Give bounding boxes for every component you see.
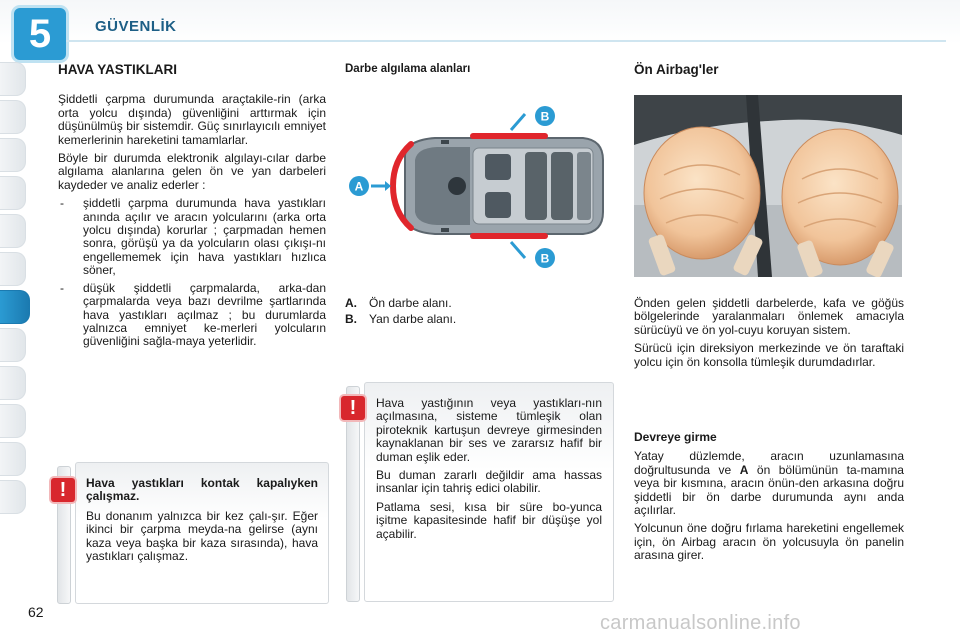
- list-dash: -: [60, 280, 64, 295]
- chapter-tab-7-active[interactable]: [0, 290, 30, 324]
- chapter-badge: 5: [14, 8, 66, 60]
- impact-zones-title: Darbe algılama alanları: [345, 63, 471, 75]
- label-b-bottom: B: [540, 251, 550, 266]
- activation-text-start: Yatay düzlemde, aracın uzunlamasına doğrultusunda ve: [634, 449, 904, 477]
- activation-text-end: ön bölümünün ta-mamına veya bir kısmına, aracın önün-den arkasına doğru şiddetli bir ön darbe durumunda aynı anda açılırlar.: [634, 462, 904, 518]
- front-airbags-figure: [634, 95, 902, 277]
- legend-item: [345, 312, 456, 328]
- chapter-title: GÜVENLİK: [95, 18, 177, 35]
- list-item-text: şiddetli çarpma durumunda hava yastıkları anında açılır ve aracın yolcularını (arka orta yolcu dışında) korurlar ; çarpmadan hemen sonra, görüşü ya da yolcuların olası çıkışı-nı engellememek için hava yastıkları hızlıca söner,: [83, 196, 326, 278]
- list-dash: -: [60, 196, 64, 211]
- front-airbags-title: Ön Airbag'ler: [634, 62, 719, 77]
- warning-content: [376, 397, 602, 546]
- chapter-tab-10[interactable]: [0, 404, 26, 438]
- chapter-tab-2[interactable]: [0, 100, 26, 134]
- chapter-tab-1[interactable]: [0, 62, 26, 96]
- warning-content: [86, 477, 318, 563]
- legend-item: [345, 296, 456, 312]
- chapter-tab-3[interactable]: [0, 138, 26, 172]
- warning-heading: Hava yastıkları kontak kapalıyken çalışmaz.: [86, 476, 318, 504]
- figure-legend: [345, 296, 456, 327]
- section-title: HAVA YASTIKLARI: [58, 62, 178, 77]
- impact-zones-figure: [345, 100, 607, 272]
- warning-text: Hava yastığının veya yastıkları-nın açılmasına, sisteme tümleşik olan piroteknik kartuşun devreye girmesinden kaynaklanan bir ses ve zararsız hafif bir duman eşlik eder.: [376, 396, 602, 464]
- middle-column: [345, 63, 610, 76]
- watermark: carmanualsonline.info: [600, 612, 801, 634]
- zone-a-key: A: [739, 462, 749, 477]
- legend-key: A.: [345, 296, 357, 310]
- chapter-tab-8[interactable]: [0, 328, 26, 362]
- intro-paragraph: Şiddetli çarpma durumunda araçtakile-rin (arka orta yolcu dışında) güvenliğini arttırmak için düşünülmüş bir sistemdir. Güç sınırlayıcılı emniyet kemerlerinin hareketini tamamlarlar.: [58, 92, 326, 147]
- chapter-tab-4[interactable]: [0, 176, 26, 210]
- left-column: [58, 63, 326, 353]
- list-item-text: düşük şiddetli çarpmalarda, arka-dan çarpmalarda veya bazı devrilme şartlarında hava yastıkları açılmaz ; bu durumlarda yalnızca emniyet ke-merleri yolcuların güvenliğini sağla-maya yeterlidir.: [83, 280, 326, 349]
- warning-text: Patlama sesi, kısa bir süre bo-yunca işitme kapasitesinde hafif bir düşüşe yol açabilir.: [376, 499, 602, 541]
- sensor-paragraph: Böyle bir durumda elektronik algılayı-cılar darbe algılama alanlarına gelen ön ve yan darbeleri kaydeder ve analiz ederler :: [58, 151, 326, 192]
- chapter-tab-6[interactable]: [0, 252, 26, 286]
- list-item: [58, 197, 326, 277]
- activation-paragraph: [634, 450, 904, 517]
- activation-title: Devreye girme: [634, 430, 717, 444]
- chapter-tab-11[interactable]: [0, 442, 26, 476]
- right-column-body: [634, 297, 904, 374]
- airbag-location: Sürücü için direksiyon merkezinde ve ön taraftaki yolcu için ön konsolla tümleşik durumdadırlar.: [634, 341, 904, 369]
- legend-text: Yan darbe alanı.: [369, 311, 457, 326]
- list-item: [58, 282, 326, 349]
- page-number: 62: [28, 604, 44, 620]
- warning-text: Bu duman zararlı değildir ama hassas insanlar için tahriş edici olabilir.: [376, 468, 602, 496]
- label-b-top: B: [540, 109, 550, 124]
- right-column-header: [634, 63, 904, 76]
- activation-paragraph-2: Yolcunun öne doğru fırlama hareketini engellemek için, ön Airbag aracın ön yolcusuyla ön panelin arasına girer.: [634, 521, 904, 563]
- warning-icon: !: [51, 478, 75, 502]
- car-top-view: [405, 138, 603, 234]
- activation-section: [634, 431, 904, 568]
- chapter-tab-12[interactable]: [0, 480, 26, 514]
- airbag-description: Önden gelen şiddetli darbelerde, kafa ve göğüs bölgelerinde yaralanmaları önlemek amacıyla sürücüyü ve ön yol-cuyu koruyan sistem.: [634, 296, 904, 337]
- chapter-tabs: [0, 62, 30, 518]
- warning-text: Bu donanım yalnızca bir kez çalı-şır. Eğer ikinci bir çarpma meyda-na gelirse (aynı kaza veya başka bir kaza sırasında), hava yastıkları çalışmaz.: [86, 508, 318, 564]
- warning-icon: !: [341, 396, 365, 420]
- label-a: A: [354, 179, 364, 194]
- chapter-tab-9[interactable]: [0, 366, 26, 400]
- legend-text: Ön darbe alanı.: [369, 296, 452, 310]
- legend-key: B.: [345, 311, 357, 326]
- header-divider: [66, 40, 946, 42]
- chapter-tab-5[interactable]: [0, 214, 26, 248]
